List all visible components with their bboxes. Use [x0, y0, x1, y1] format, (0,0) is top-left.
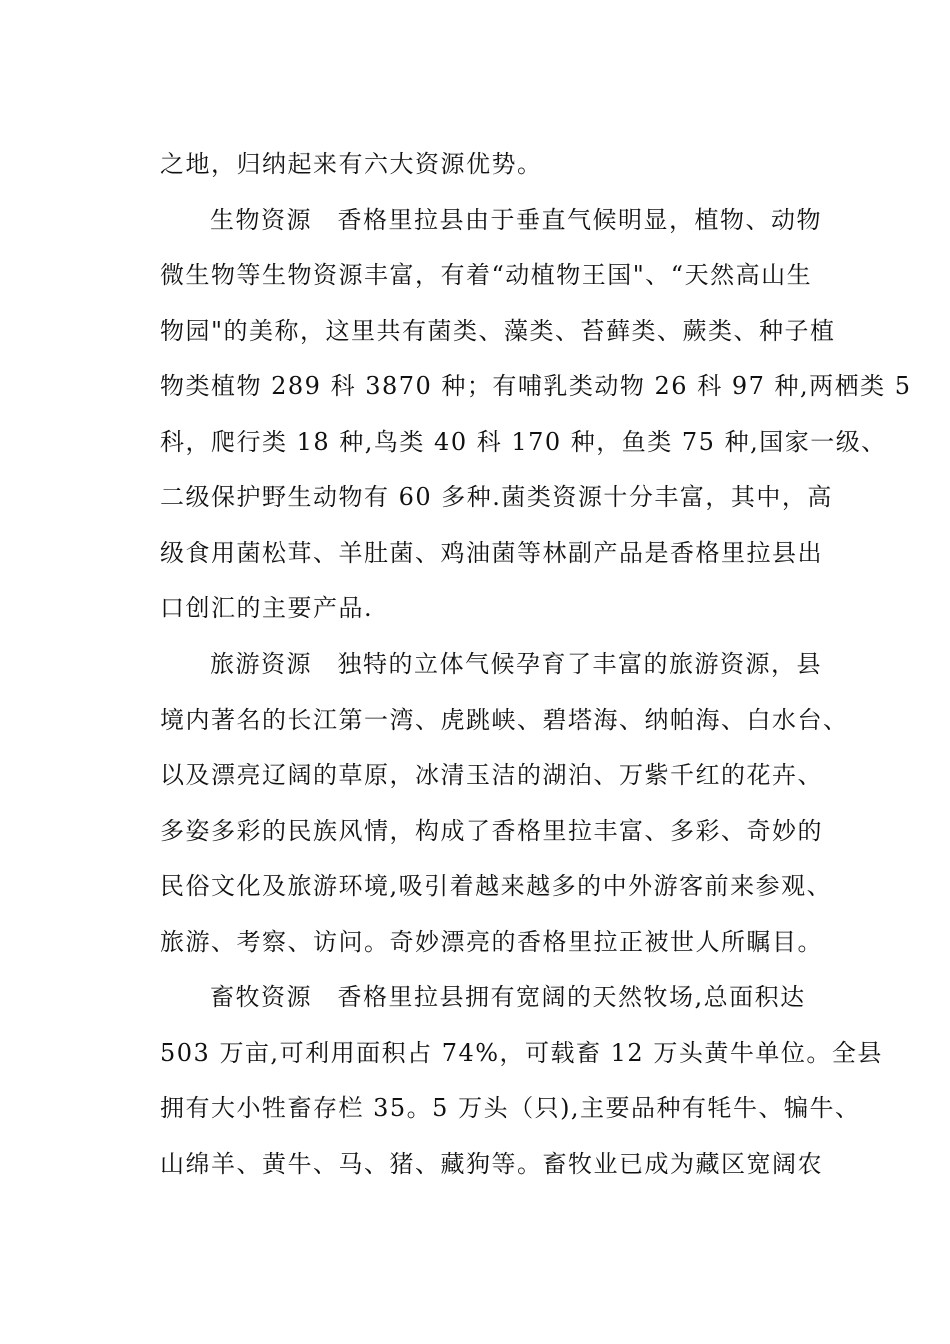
text-line: 503 万亩,可利用面积占 74%，可载畜 12 万头黄牛单位。全县 [160, 1039, 883, 1067]
text-line: 民俗文化及旅游环境,吸引着越来越多的中外游客前来参观、 [160, 872, 833, 900]
paragraph-biological-resources-heading-line: 生物资源 香格里拉县由于垂直气候明显，植物、动物 [210, 206, 822, 234]
text-line: 境内著名的长江第一湾、虎跳峡、碧塔海、纳帕海、白水台、 [160, 706, 849, 734]
text-line: 微生物等生物资源丰富，有着“动植物王国"、“天然高山生 [160, 261, 813, 289]
text-line: 之地，归纳起来有六大资源优势。 [160, 150, 543, 178]
text-line: 多姿多彩的民族风情，构成了香格里拉丰富、多彩、奇妙的 [160, 817, 823, 845]
text-line: 物园"的美称，这里共有菌类、藻类、苔藓类、蕨类、种子植 [160, 317, 836, 345]
text-line: 以及漂亮辽阔的草原，冰清玉洁的湖泊、万紫千红的花卉、 [160, 761, 823, 789]
text-line: 山绵羊、黄牛、马、猪、藏狗等。畜牧业已成为藏区宽阔农 [160, 1150, 823, 1178]
text-line: 级食用菌松茸、羊肚菌、鸡油菌等林副产品是香格里拉县出 [160, 539, 823, 567]
text-line: 拥有大小牲畜存栏 35。5 万头（只),主要品种有牦牛、犏牛、 [160, 1094, 861, 1122]
text-line: 口创汇的主要产品. [160, 594, 374, 622]
text-line: 二级保护野生动物有 60 多种.菌类资源十分丰富，其中，高 [160, 483, 833, 511]
text-line: 物类植物 289 科 3870 种；有哺乳类动物 26 科 97 种,两栖类 5 [160, 372, 912, 400]
paragraph-tourism-resources-heading-line: 旅游资源 独特的立体气候孕育了丰富的旅游资源，县 [210, 650, 822, 678]
text-line: 旅游、考察、访问。奇妙漂亮的香格里拉正被世人所瞩目。 [160, 928, 823, 956]
text-line: 科，爬行类 18 种,鸟类 40 科 170 种，鱼类 75 种,国家一级、 [160, 428, 887, 456]
paragraph-livestock-resources-heading-line: 畜牧资源 香格里拉县拥有宽阔的天然牧场,总面积达 [210, 983, 806, 1011]
